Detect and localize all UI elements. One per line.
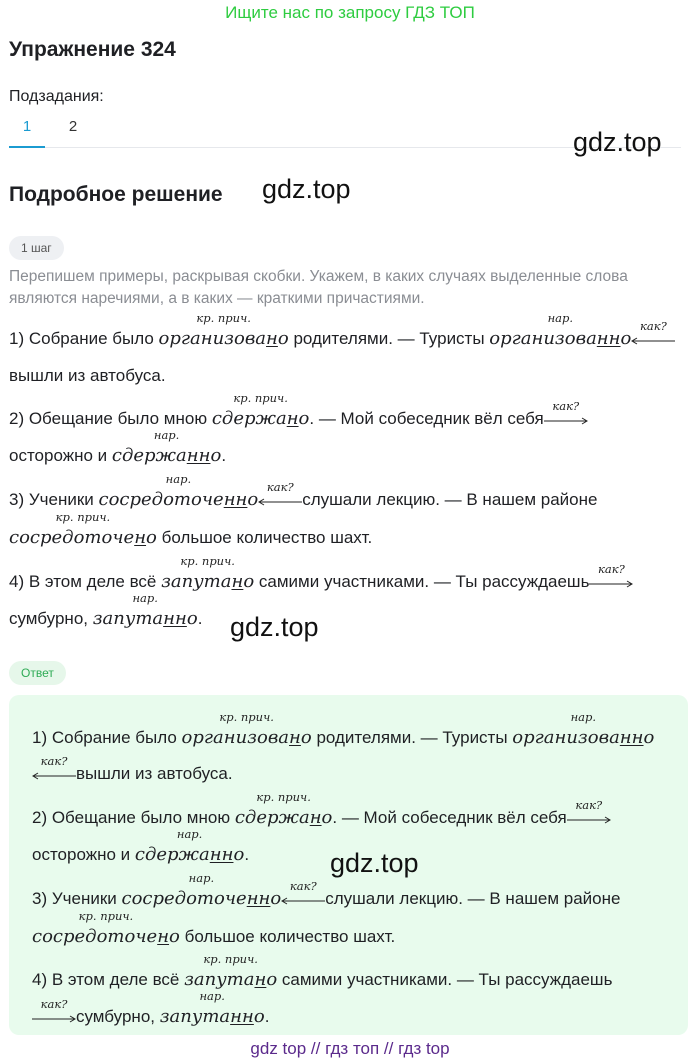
subtasks-label: Подзадания: (9, 88, 104, 105)
arrow-left-icon: как? (631, 333, 675, 347)
answer-line-2: 2) Обещание было мною кр. прич. сдержано. — Мой собеседник вёл себя как? (32, 807, 611, 828)
answer-line-4-cont: как? сумбурно, нар. запутанно. (32, 1006, 269, 1027)
solution-line-3: 3) Ученики нар. сосредоточенно как? слушали лекцию. — В нашем районе (9, 472, 598, 510)
answer-line-1: 1) Собрание было кр. прич. организовано родителями. — Туристы нар. организованно (32, 710, 655, 748)
answer-line-3: 3) Ученики нар. сосредоточенно как? слушали лекцию. — В нашем районе (32, 871, 621, 909)
arrow-right-icon: как? (32, 1011, 76, 1025)
adverb-word: нар. сдержанно (134, 827, 245, 865)
participle-word: кр. прич. запутано (161, 554, 255, 592)
arrow-right-icon: как? (567, 812, 611, 826)
adverb-word: нар. организованно (489, 311, 632, 349)
participle-word: кр. прич. сосредоточено (9, 510, 157, 548)
participle-word: кр. прич. сдержано (234, 790, 333, 828)
participle-word: кр. прич. организовано (181, 710, 312, 748)
footer-links[interactable]: gdz top // гдз топ // гдз top (250, 1039, 450, 1058)
watermark: gdz.top (230, 612, 319, 642)
solution-intro: Перепишем примеры, раскрывая скобки. Укажем, в каких случаях выделенные слова являются наречиями, а в каких — краткими причастиями. (9, 268, 628, 307)
solution-line-3-cont: кр. прич. сосредоточено большое количество шахт. (9, 510, 373, 548)
answer-line-3-cont: кр. прич. сосредоточено большое количество шахт. (32, 909, 396, 947)
search-banner[interactable]: Ищите нас по запросу ГДЗ ТОП (225, 3, 475, 22)
participle-word: кр. прич. сосредоточено (32, 909, 180, 947)
adverb-word: нар. сосредоточенно (121, 871, 282, 909)
adverb-word: нар. запутанно (92, 591, 198, 629)
arrow-right-icon: как? (544, 413, 588, 427)
solution-line-4: 4) В этом деле всё кр. прич. запутано самими участниками. — Ты рассуждаешь как? (9, 571, 633, 592)
answer-line-1-cont: как? вышли из автобуса. (32, 764, 233, 784)
solution-title: Подробное решение (9, 183, 223, 206)
step-badge: 1 шаг (9, 236, 64, 260)
adverb-word: нар. сдержанно (111, 428, 222, 466)
arrow-left-icon: как? (32, 768, 76, 782)
arrow-left-icon: как? (258, 494, 302, 508)
participle-word: кр. прич. запутано (184, 952, 278, 990)
adverb-word: нар. организованно (512, 710, 655, 748)
answer-line-4: 4) В этом деле всё кр. прич. запутано самими участниками. — Ты рассуждаешь (32, 952, 613, 990)
participle-word: кр. прич. сдержано (211, 391, 310, 429)
page-title: Упражнение 324 (9, 38, 176, 61)
participle-word: кр. прич. организовано (158, 311, 289, 349)
watermark: gdz.top (262, 174, 351, 204)
tab-2[interactable]: 2 (68, 118, 78, 135)
arrow-right-icon: как? (589, 576, 633, 590)
arrow-left-icon: как? (281, 893, 325, 907)
answer-line-2-cont: осторожно и нар. сдержанно. (32, 827, 250, 865)
answer-badge: Ответ (9, 661, 66, 685)
solution-line-4-cont: сумбурно, нар. запутанно. (9, 591, 203, 629)
solution-line-2: 2) Обещание было мною кр. прич. сдержано. — Мой собеседник вёл себя как? (9, 408, 588, 429)
solution-line-1-cont: вышли из автобуса. (9, 366, 166, 385)
adverb-word: нар. запутанно (159, 989, 265, 1027)
adverb-word: нар. сосредоточенно (98, 472, 259, 510)
tab-1[interactable]: 1 (9, 118, 45, 135)
watermark: gdz.top (330, 848, 419, 878)
solution-line-2-cont: осторожно и нар. сдержанно. (9, 428, 227, 466)
watermark: gdz.top (573, 127, 662, 157)
solution-line-1: 1) Собрание было кр. прич. организовано родителями. — Туристы нар. организованно как? (9, 328, 675, 349)
